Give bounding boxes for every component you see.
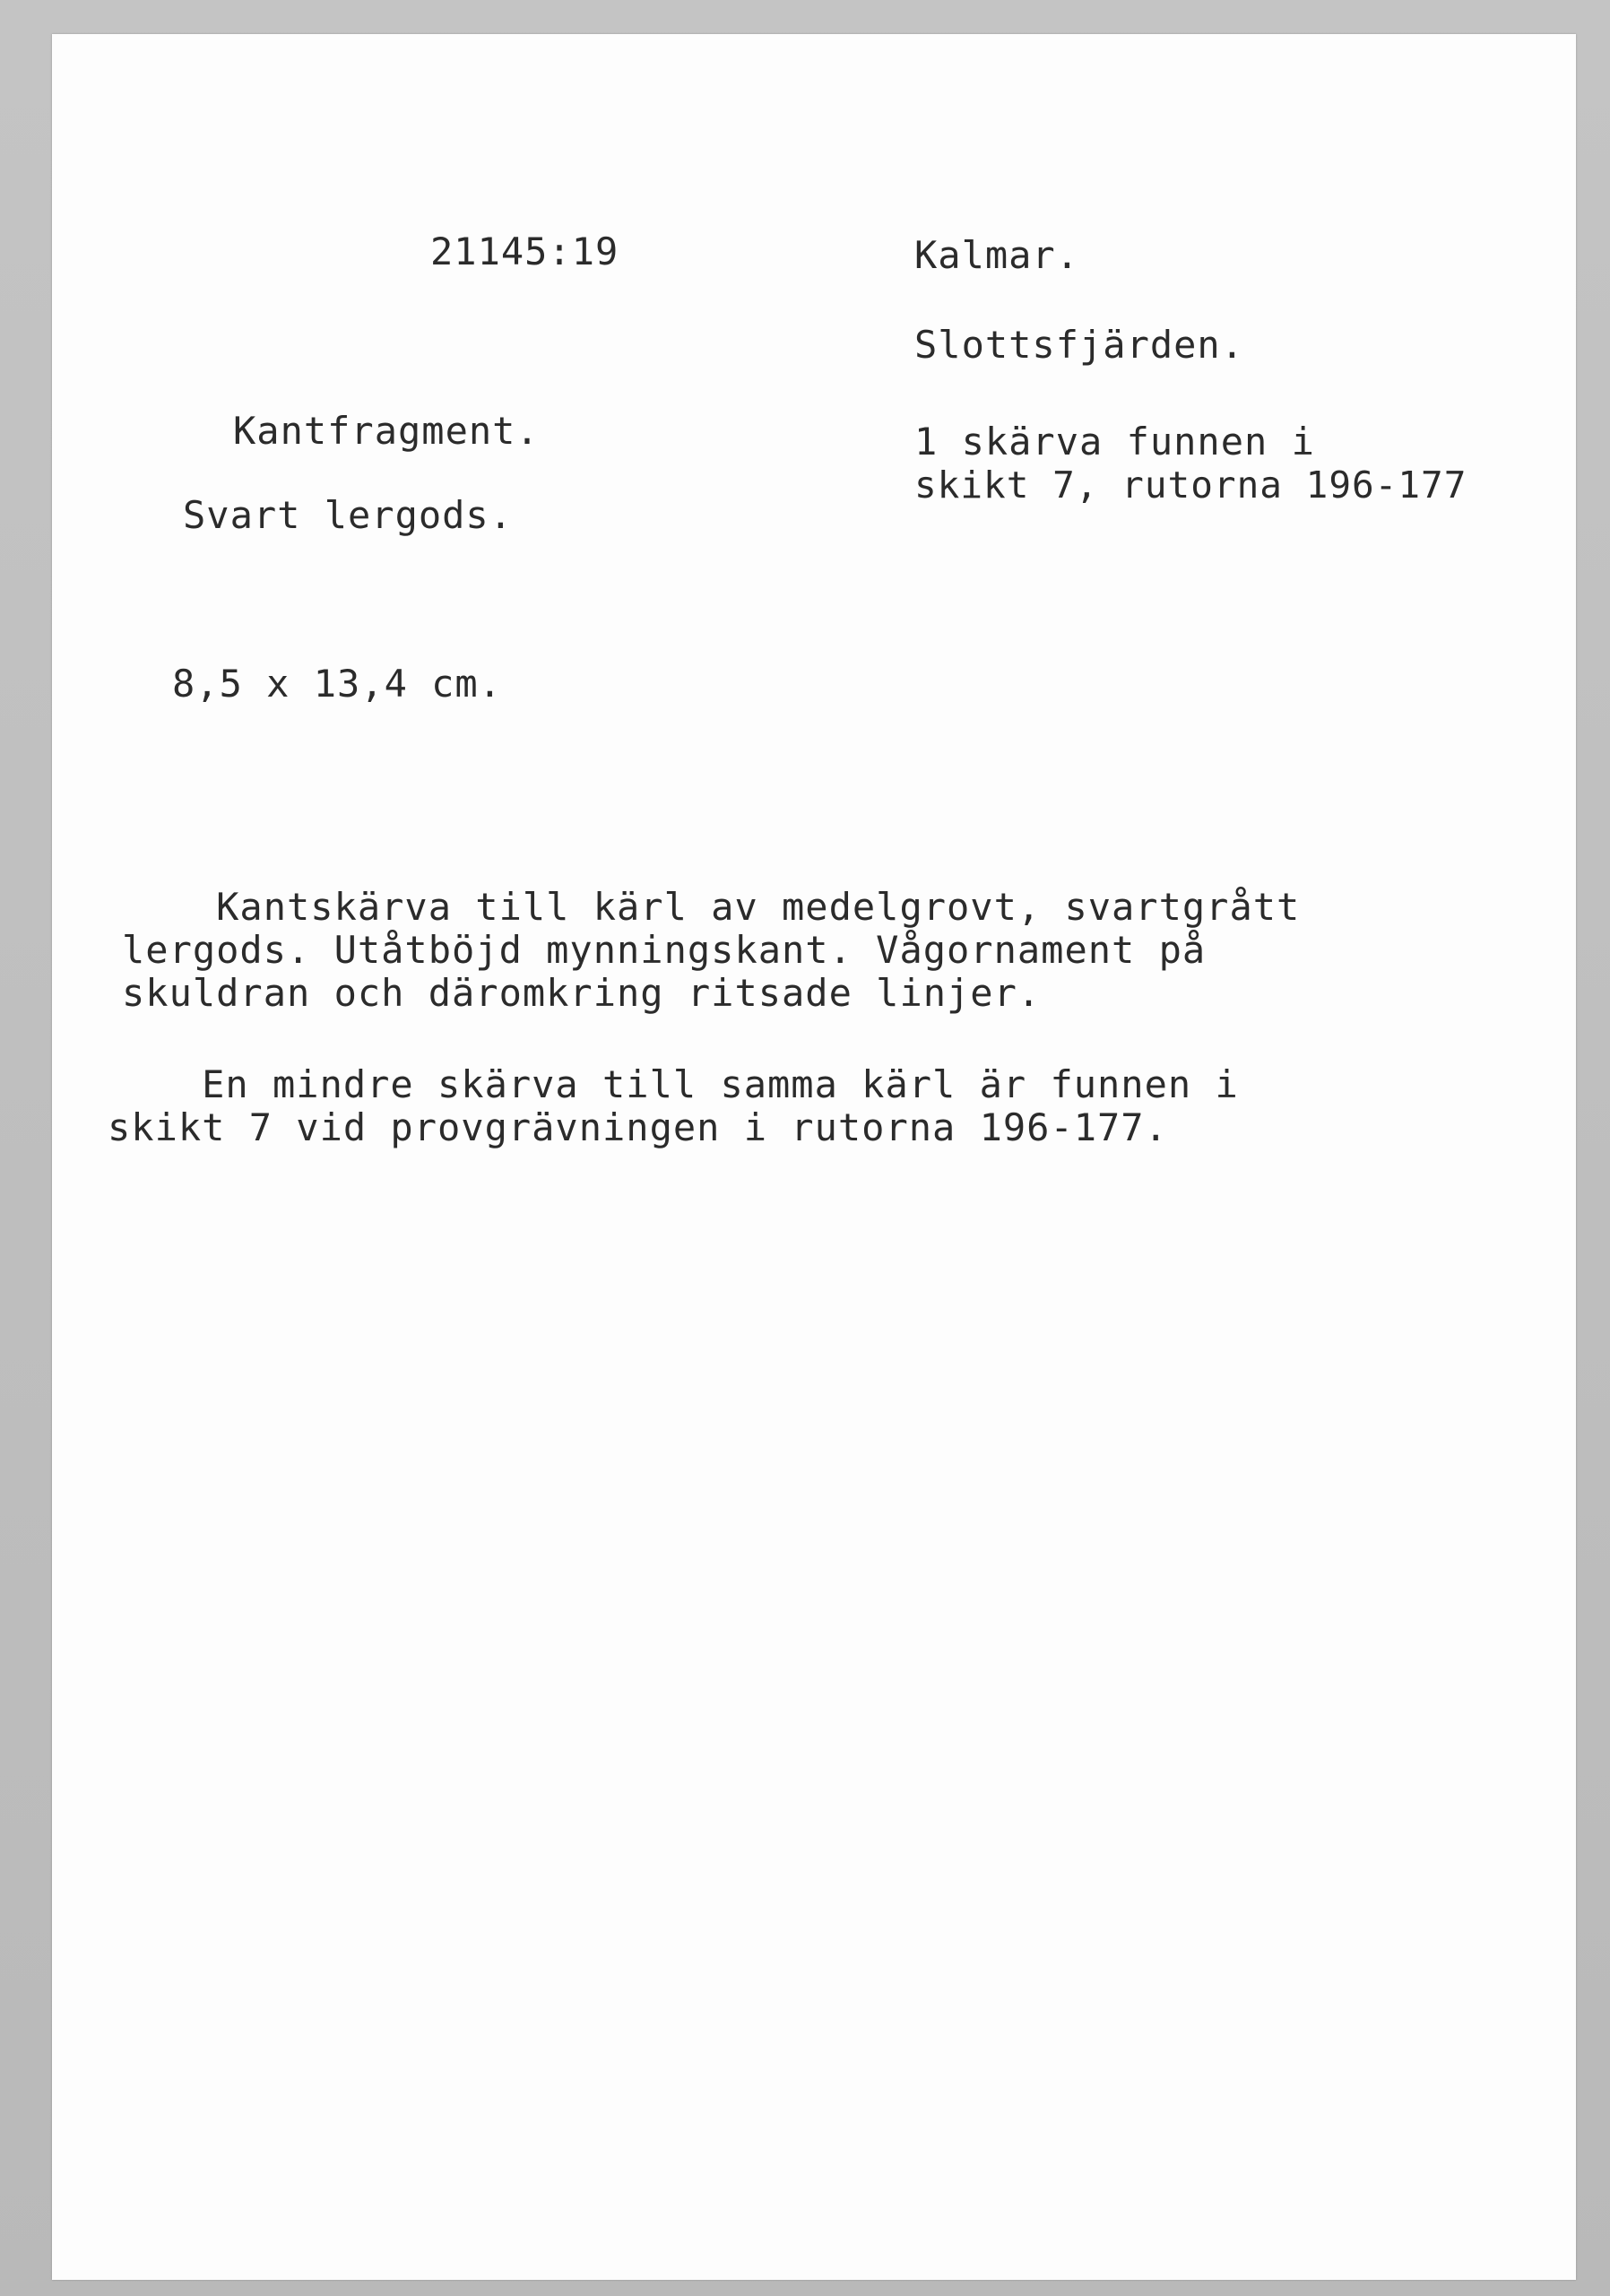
description-paragraph-2	[108, 1063, 1239, 1149]
site-name: Slottsfjärden.	[914, 323, 1245, 367]
description-1-line-2: lergods. Utåtböjd mynningskant. Vågornament på	[122, 928, 1207, 972]
place-name: Kalmar.	[914, 233, 1080, 277]
find-info-line-1: 1 skärva funnen i	[914, 420, 1315, 464]
find-info-line-2: skikt 7, rutorna 196-177	[914, 464, 1467, 507]
description-1-line-1: Kantskärva till kärl av medelgrovt, svartgrått	[122, 885, 1301, 929]
description-paragraph-1	[122, 886, 1300, 1015]
description-1-line-3: skuldran och däromkring ritsade linjer.	[122, 971, 1042, 1015]
description-2-line-2: skikt 7 vid provgrävningen i rutorna 196-177.	[108, 1105, 1168, 1149]
object-type: Kantfragment.	[233, 409, 540, 453]
dimensions: 8,5 x 13,4 cm.	[172, 662, 503, 706]
material: Svart lergods.	[183, 493, 514, 537]
description-2-line-1: En mindre skärva till samma kärl är funnen i	[108, 1062, 1239, 1106]
catalog-card	[52, 34, 1576, 2280]
catalog-number: 21145:19	[430, 230, 619, 273]
